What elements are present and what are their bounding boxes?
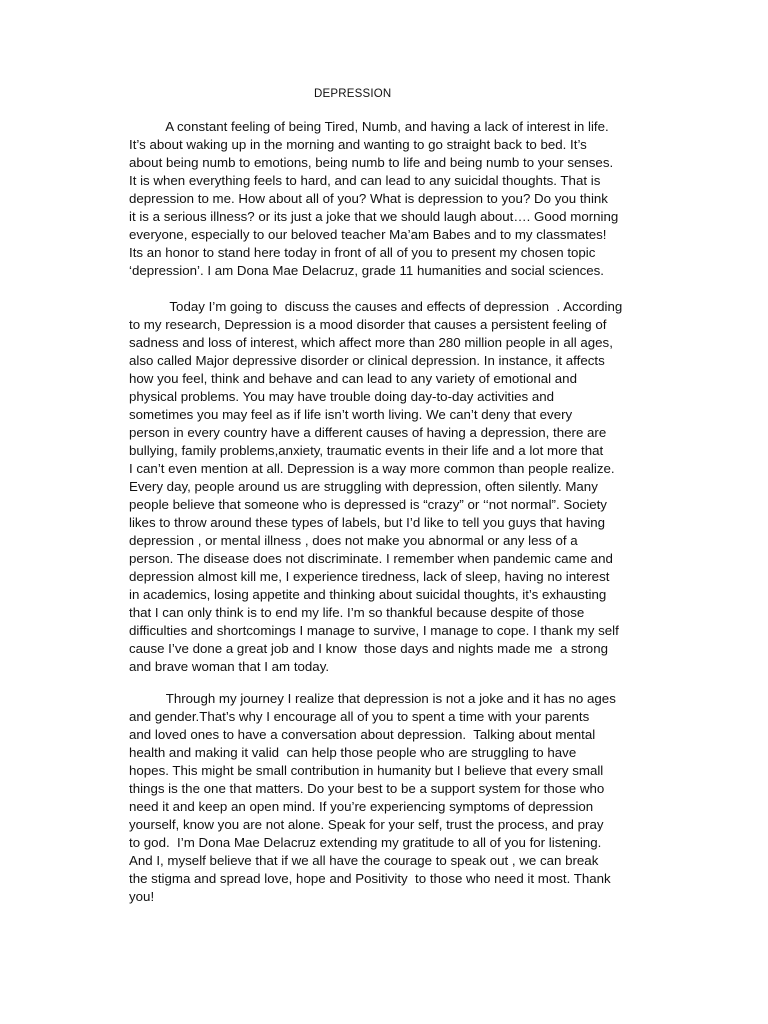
paragraph-line: the stigma and spread love, hope and Positivity to those who need it most. Thank [129,871,611,886]
paragraph-line: depression almost kill me, I experience tiredness, lack of sleep, having no interest [129,569,610,584]
paragraph-line: health and making it valid can help those people who are struggling to have [129,745,577,760]
paragraph-line: It is when everything feels to hard, and can lead to any suicidal thoughts. That is [129,173,601,188]
paragraph-line: things is the one that matters. Do your best to be a support system for those who [129,781,605,796]
paragraph-line: also called Major depressive disorder or clinical depression. In instance, it affects [129,353,605,368]
paragraph-line: it is a serious illness? or its just a joke that we should laugh about…. Good morning [129,209,619,224]
paragraph-line: person. The disease does not discriminate. I remember when pandemic came and [129,551,613,566]
paragraph-line: and brave woman that I am today. [129,659,330,674]
paragraph-line: person in every country have a different causes of having a depression, there are [129,425,607,440]
paragraph-line: ‘depression’. I am Dona Mae Delacruz, grade 11 humanities and social sciences. [129,263,604,278]
document-title: DEPRESSION [314,88,392,100]
paragraph-line: Every day, people around us are struggling with depression, often silently. Many [129,479,598,494]
paragraph-line: about being numb to emotions, being numb to life and being numb to your senses. [129,155,614,170]
paragraph-line: people believe that someone who is depressed is “crazy” or ‘‘not normal”. Society [129,497,607,512]
paragraph-line: bullying, family problems,anxiety, traumatic events in their life and a lot more that [129,443,604,458]
paragraph-line: hopes. This might be small contribution in humanity but I believe that every small [129,763,604,778]
paragraph-line: cause I’ve done a great job and I know those days and nights made me a strong [129,641,608,656]
paragraph-causes-effects [129,298,622,676]
paragraph-intro [129,118,618,280]
paragraph-line: It’s about waking up in the morning and wanting to go straight back to bed. It’s [129,137,587,152]
paragraph-line: and loved ones to have a conversation about depression. Talking about mental [129,727,596,742]
paragraph-line: depression to me. How about all of you? What is depression to you? Do you think [129,191,608,206]
paragraph-conclusion [129,690,616,906]
paragraph-line: physical problems. You may have trouble doing day-to-day activities and [129,389,555,404]
paragraph-line: to my research, Depression is a mood disorder that causes a persistent feeling of [129,317,607,332]
paragraph-line: likes to throw around these types of labels, but I’d like to tell you guys that having [129,515,606,530]
paragraph-line: sadness and loss of interest, which affect more than 280 million people in all ages, [129,335,613,350]
paragraph-line: Today I’m going to discuss the causes and effects of depression . According [129,299,623,314]
paragraph-line: everyone, especially to our beloved teacher Ma’am Babes and to my classmates! [129,227,607,242]
paragraph-line: you! [129,889,155,904]
paragraph-line: and gender.That’s why I encourage all of you to spent a time with your parents [129,709,590,724]
paragraph-line: need it and keep an open mind. If you’re experiencing symptoms of depression [129,799,594,814]
paragraph-line: difficulties and shortcomings I manage to survive, I manage to cope. I thank my self [129,623,619,638]
paragraph-line: I can’t even mention at all. Depression is a way more common than people realize. [129,461,615,476]
paragraph-line: And I, myself believe that if we all have the courage to speak out , we can break [129,853,599,868]
paragraph-line: Its an honor to stand here today in front of all of you to present my chosen topic [129,245,596,260]
paragraph-line: yourself, know you are not alone. Speak for your self, trust the process, and pray [129,817,604,832]
paragraph-line: sometimes you may feel as if life isn’t worth living. We can’t deny that every [129,407,573,422]
paragraph-line: how you feel, think and behave and can lead to any variety of emotional and [129,371,577,386]
paragraph-line: to god. I’m Dona Mae Delacruz extending my gratitude to all of you for listening. [129,835,602,850]
paragraph-line: that I can only think is to end my life. I’m so thankful because despite of those [129,605,585,620]
paragraph-line: in academics, losing appetite and thinking about suicidal thoughts, it’s exhausting [129,587,607,602]
paragraph-line: Through my journey I realize that depression is not a joke and it has no ages [129,691,616,706]
paragraph-line: A constant feeling of being Tired, Numb, and having a lack of interest in life. [129,119,609,134]
paragraph-line: depression , or mental illness , does not make you abnormal or any less of a [129,533,578,548]
